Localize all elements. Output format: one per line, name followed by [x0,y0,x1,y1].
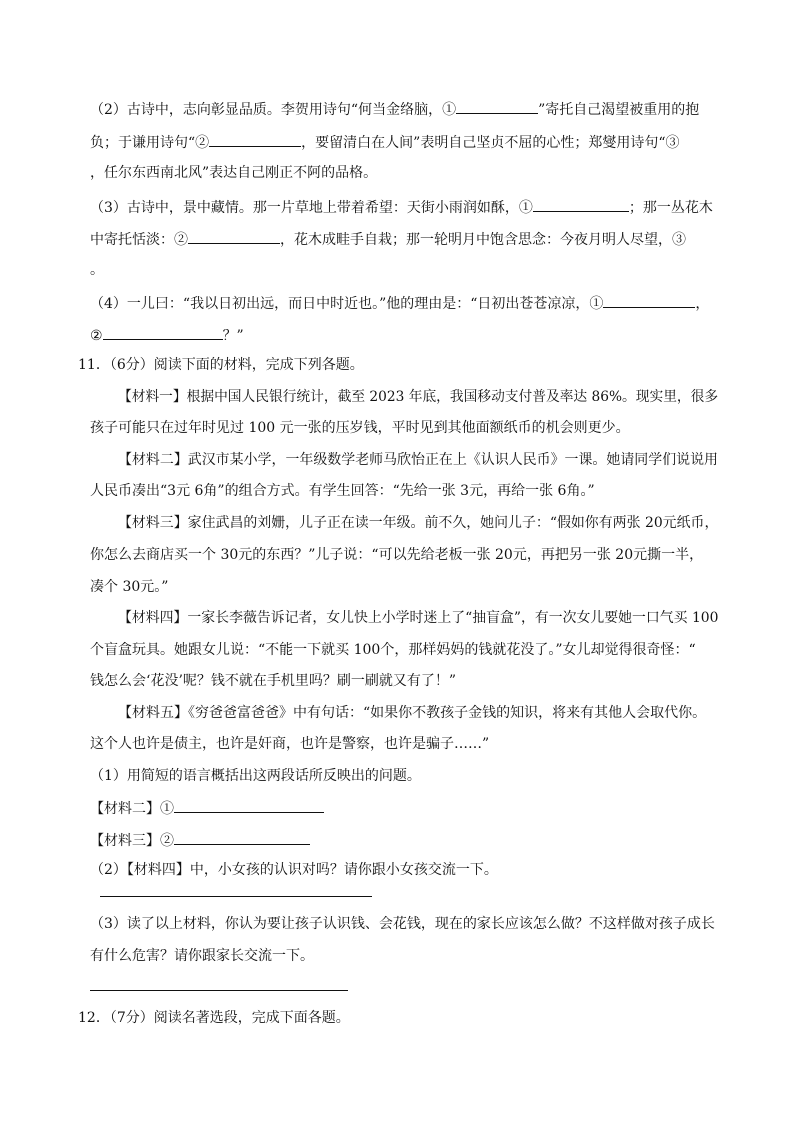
q10-p4-text-1b: ， [695,296,710,312]
q11-sub1-prompt: （1）用简短的语言概括出这两段话所反映出的问题。 [90,768,421,784]
q10-p2-text-2b: ，要留清白在人间”表明自己坚贞不屈的心性；郑燮用诗句“③ [301,135,680,151]
q10-p2-text-1b: ”寄托自己渴望被重用的抱 [538,102,700,118]
q10-p3-text-3: 。 [90,262,104,278]
q10-p4-line1 [90,292,709,314]
q10-p3-text-2b: ，花木成畦手自栽；那一轮明月中饱含思念：今夜月明人尽望，③ [280,232,686,248]
q10-p4-line2 [90,324,244,346]
q11-sub2-answer-line[interactable] [100,896,372,897]
q11-m1-line2: 孩子可能只在过年时见过 100 元一张的压岁钱，平时见到其他面额纸币的机会则更少。 [90,420,630,436]
q10-p3-text-2a: 中寄托恬淡：② [90,232,188,248]
q11-m4-line2: 个盲盒玩具。她跟女儿说：“不能一下就买 100个，那样妈妈的钱就花没了。”女儿却觉得很奇怪：“ [90,642,696,658]
q10-p3-line2 [90,228,686,250]
q10-p3-line1 [90,196,713,218]
q11-m4-line3: 钱怎么会‘花没’呢？钱不就在手机里吗？刷一刷就又有了！” [90,673,457,689]
q10-p2-text-3: ，任尔东西南北风”表达自己刚正不阿的品格。 [90,165,378,181]
answer-blank[interactable] [174,797,324,813]
q11-m3-line3: 凑个 30元。” [90,579,169,595]
q11-heading: 11．（6分）阅读下面的材料，完成下列各题。 [78,357,364,373]
q10-p4-text-2a: ② [90,328,103,344]
q10-p2-text-2a: 负；于谦用诗句“② [90,135,210,151]
q11-sub1-answer1 [90,797,324,819]
q10-p2-line3 [90,163,377,183]
q11-sub1-answer1-label: 【材料二】① [90,801,174,817]
answer-blank[interactable] [533,196,629,212]
q11-sub3-line1: （3）读了以上材料，你认为要让孩子认识钱、会花钱，现在的家长应该怎么做？不这样做对孩子成长 [90,916,715,932]
q10-p4-text-1a: （4）一儿曰：“我以日初出远，而日中时近也。”他的理由是：“日初出苍苍凉凉，① [90,296,604,312]
q10-p3-text-1a: （3）古诗中，景中藏情。那一片草地上带着希望：天街小雨润如酥，① [90,200,533,216]
q11-m2-line2: 人民币凑出“3元 6角”的组合方式。有学生回答：“先给一张 3元，再给一张 6角。” [90,483,595,499]
q10-p3-line3 [90,260,104,280]
q11-sub3-line2: 有什么危害？请你跟家长交流一下。 [90,948,314,964]
answer-blank[interactable] [103,324,223,340]
q11-m5-line1: 【材料五】《穷爸爸富爸爸》中有句话：“如果你不教孩子金钱的知识，将来有其他人会取代你。 [118,705,707,721]
q11-m4-line1: 【材料四】一家长李薇告诉记者，女儿快上小学时迷上了“抽盲盒”，有一次女儿要她一口气买 100 [118,610,719,626]
q10-p2-text-1a: （2）古诗中，志向彰显品质。李贺用诗句“何当金络脑，① [90,102,457,118]
answer-blank[interactable] [174,829,310,845]
q11-m2-line1: 【材料二】武汉市某小学，一年级数学老师马欣怡正在上《认识人民币》一课。她请同学们说说用 [118,452,719,468]
q11-m3-line2: 你怎么去商店买一个 30元的东西？”儿子说：“可以先给老板一张 20元，再把另一张 20元撕一半， [90,547,704,563]
answer-blank[interactable] [188,228,280,244]
q10-p2-line2 [90,131,680,153]
q11-sub1-answer2-label: 【材料三】② [90,833,174,849]
q11-sub2-prompt: （2）【材料四】中，小女孩的认识对吗？请你跟小女孩交流一下。 [90,862,498,878]
q12-heading: 12．（7分）阅读名著选段，完成下面各题。 [78,1010,350,1026]
q11-m3-line1: 【材料三】家住武昌的刘姗，儿子正在读一年级。前不久，她问儿子：“假如你有两张 20元纸币， [118,515,719,531]
answer-blank[interactable] [456,98,538,114]
q10-p3-text-1b: ；那一丛花木 [628,200,713,216]
q11-sub3-answer-line[interactable] [90,990,348,991]
answer-blank[interactable] [209,131,301,147]
q10-p2-line1 [90,98,699,120]
answer-blank[interactable] [603,292,695,308]
q11-m1-line1: 【材料一】根据中国人民银行统计，截至 2023 年底，我国移动支付普及率达 86%。现实里，很多 [118,389,719,405]
q11-sub1-answer2 [90,829,310,851]
q11-m5-line2: 这个人也许是债主，也许是奸商，也许是警察，也许是骗子……” [90,736,490,752]
q10-p4-text-2b: ？” [222,328,244,344]
